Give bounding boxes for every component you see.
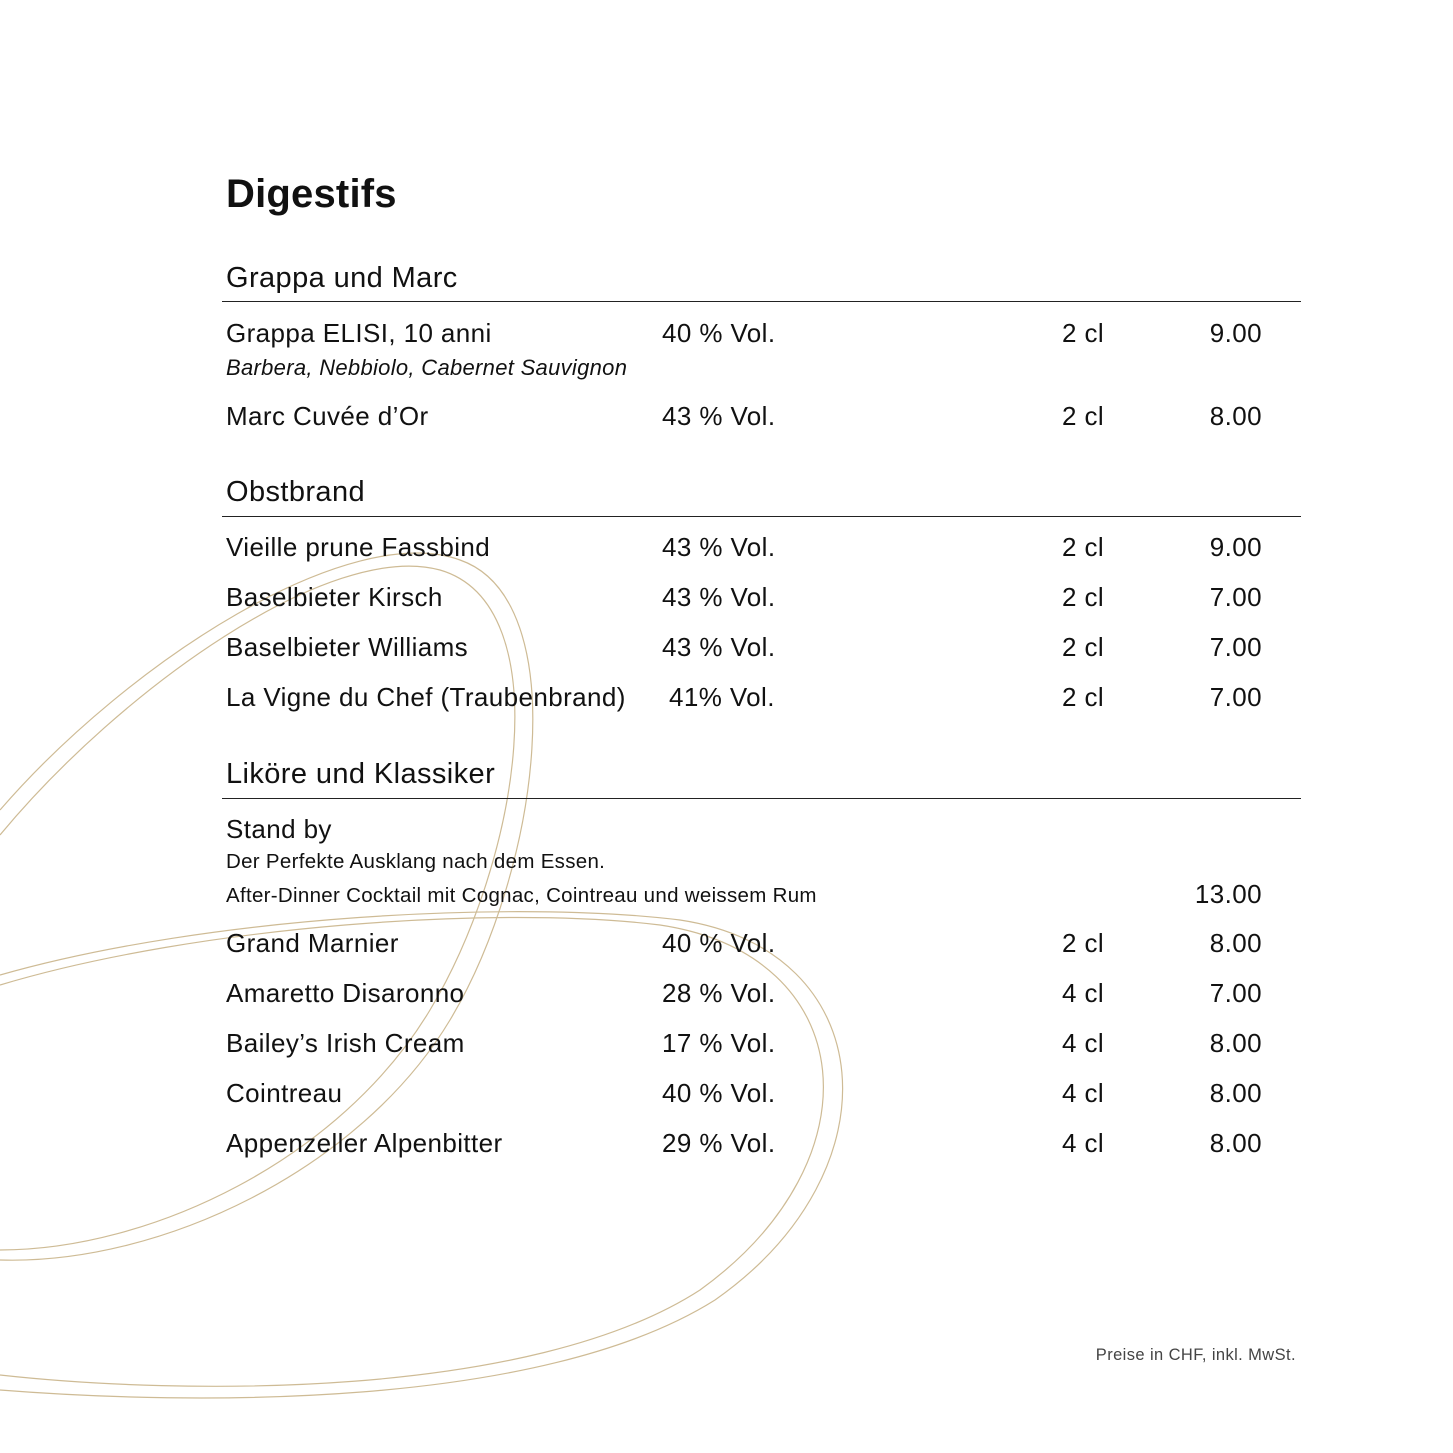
cocktail-item bbox=[0, 814, 1453, 848]
item-price: 7.00 bbox=[1209, 978, 1262, 1008]
item-price: 8.00 bbox=[1209, 928, 1262, 958]
item-vol: 41% Vol. bbox=[669, 682, 775, 712]
menu-item bbox=[0, 401, 1453, 435]
menu-item bbox=[0, 532, 1453, 566]
item-size: 4 cl bbox=[1062, 1128, 1105, 1158]
page-title: Digestifs bbox=[226, 172, 397, 216]
item-price: 8.00 bbox=[1209, 1028, 1262, 1058]
price-footnote: Preise in CHF, inkl. MwSt. bbox=[1095, 1346, 1296, 1364]
item-size: 4 cl bbox=[1062, 1078, 1105, 1108]
item-price: 8.00 bbox=[1209, 1078, 1262, 1108]
menu-item bbox=[0, 928, 1453, 962]
item-vol: 40 % Vol. bbox=[662, 1078, 776, 1108]
item-vol: 43 % Vol. bbox=[662, 401, 776, 431]
menu-item bbox=[0, 682, 1453, 716]
item-vol: 43 % Vol. bbox=[662, 632, 776, 662]
item-vol: 40 % Vol. bbox=[662, 318, 776, 348]
item-size: 2 cl bbox=[1062, 318, 1105, 348]
item-vol: 40 % Vol. bbox=[662, 928, 776, 958]
menu-item bbox=[0, 1028, 1453, 1062]
item-name: Bailey’s Irish Cream bbox=[226, 1028, 465, 1058]
menu-item bbox=[0, 582, 1453, 616]
item-size: 4 cl bbox=[1062, 978, 1105, 1008]
item-price: 9.00 bbox=[1209, 318, 1262, 348]
item-price: 8.00 bbox=[1209, 1128, 1262, 1158]
item-size: 2 cl bbox=[1062, 632, 1105, 662]
item-vol: 43 % Vol. bbox=[662, 532, 776, 562]
item-price: 7.00 bbox=[1209, 632, 1262, 662]
item-subtitle: Barbera, Nebbiolo, Cabernet Sauvignon bbox=[226, 355, 628, 380]
item-size: 2 cl bbox=[1062, 928, 1105, 958]
item-name: Marc Cuvée d’Or bbox=[226, 401, 429, 431]
item-name: Baselbieter Kirsch bbox=[226, 582, 443, 612]
item-name: Baselbieter Williams bbox=[226, 632, 469, 662]
section-heading-likoere: Liköre und Klassiker bbox=[226, 758, 496, 790]
item-name: Amaretto Disaronno bbox=[226, 978, 465, 1008]
section-divider bbox=[222, 516, 1301, 517]
item-name: Vieille prune Fassbind bbox=[226, 532, 491, 562]
menu-item bbox=[0, 1128, 1453, 1162]
item-size: 2 cl bbox=[1062, 682, 1105, 712]
item-price: 8.00 bbox=[1209, 401, 1262, 431]
item-vol: 28 % Vol. bbox=[662, 978, 776, 1008]
menu-item bbox=[0, 632, 1453, 666]
cocktail-price: 13.00 bbox=[1194, 879, 1262, 909]
item-vol: 17 % Vol. bbox=[662, 1028, 776, 1058]
item-vol: 29 % Vol. bbox=[662, 1128, 776, 1158]
section-heading-grappa: Grappa und Marc bbox=[226, 262, 458, 294]
section-heading-obstbrand: Obstbrand bbox=[226, 476, 366, 508]
menu-item bbox=[0, 318, 1453, 352]
item-name: Cointreau bbox=[226, 1078, 343, 1108]
item-name: La Vigne du Chef (Traubenbrand) bbox=[226, 682, 626, 712]
item-name: Grappa ELISI, 10 anni bbox=[226, 318, 492, 348]
item-size: 2 cl bbox=[1062, 582, 1105, 612]
item-size: 4 cl bbox=[1062, 1028, 1105, 1058]
item-name: Grand Marnier bbox=[226, 928, 399, 958]
cocktail-name: Stand by bbox=[226, 814, 332, 844]
item-price: 7.00 bbox=[1209, 582, 1262, 612]
cocktail-description-2: After-Dinner Cocktail mit Cognac, Cointreau und weissem Rum bbox=[226, 884, 817, 907]
section-divider bbox=[222, 798, 1301, 799]
menu-item bbox=[0, 978, 1453, 1012]
section-divider bbox=[222, 301, 1301, 302]
item-price: 7.00 bbox=[1209, 682, 1262, 712]
item-vol: 43 % Vol. bbox=[662, 582, 776, 612]
item-name: Appenzeller Alpenbitter bbox=[226, 1128, 503, 1158]
menu-item bbox=[0, 1078, 1453, 1112]
cocktail-description-1: Der Perfekte Ausklang nach dem Essen. bbox=[226, 850, 606, 873]
item-price: 9.00 bbox=[1209, 532, 1262, 562]
item-size: 2 cl bbox=[1062, 401, 1105, 431]
item-size: 2 cl bbox=[1062, 532, 1105, 562]
